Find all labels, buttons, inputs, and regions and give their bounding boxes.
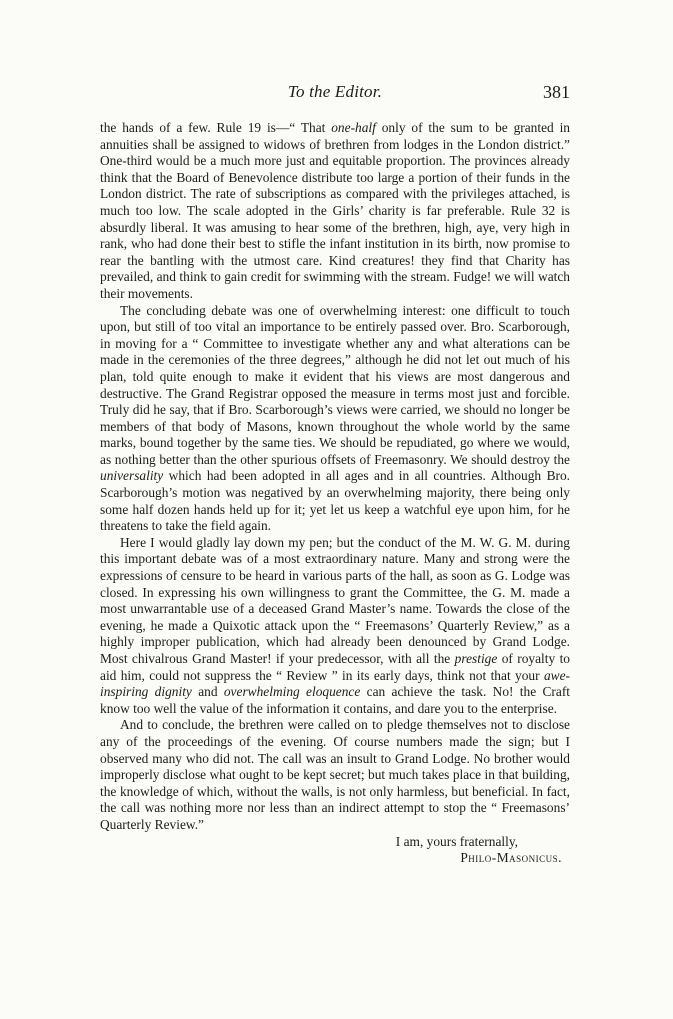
closing-salutation: I am, yours fraternally, (395, 833, 518, 849)
paragraph-3 (100, 535, 570, 718)
page-title: To the Editor. (287, 82, 383, 101)
letter-closing (100, 834, 570, 867)
paragraph-3-text-c: and (191, 684, 224, 700)
letter-body (100, 120, 570, 867)
paragraph-4: And to conclude, the brethren were called on to pledge themselves not to disclose any of the proceedings of the evening. Of course numbers made the sign; but I observed many who did not. The call was an insult to Grand Lodge. No brother would improperly disclose what ought to be kept secret; but much takes place in that building, the knowledge of which, without the walls, is not only harmless, but beneficial. In fact, the call was nothing more nor less than an indirect attempt to stop the “ Freemasons’ Quarterly Review.” (100, 717, 570, 832)
paragraph-2-text-b: which had been adopted in all ages and in all countries. Although Bro. Scarborough’s motion was negatived by an overwhelming majority, there being only some half dozen hands held up for it; yet let us keep a watchful eye upon him, for he threatens to take the field again. (100, 468, 570, 534)
emphasis-awe-inspiring: awe-inspiring dignity (100, 667, 570, 700)
page-number: 381 (543, 82, 570, 102)
paragraph-2-text-a: The concluding debate was one of overwhelming interest: one difficult to touch upon, but still of too vital an importance to be entirely passed over. Bro. Scarborough, in moving for a “ Committee to investigate whether any and what alterations can be made in the ceremonies of the three degrees,” although he did not let out much of his plan, told quite enough to make it evident that his views are most dangerous and destructive. The Grand Registrar opposed the measure in terms most just and forcible. Truly did he say, that if Bro. Scarborough’s views were carried, we should no longer be members of that body of Masons, known throughout the whole world by the same marks, bound together by the same ties. We should be repudiated, go where we would, as nothing better than the other spurious offsets of Freemasonry. We should destroy the (100, 302, 570, 467)
paragraph-1 (100, 120, 570, 303)
emphasis-eloquence: overwhelming eloquence (223, 684, 361, 700)
signature: Philo-Masonicus. (460, 850, 562, 866)
paragraph-2 (100, 303, 570, 535)
paragraph-3-text-d: can achieve the task. No! the Craft know too well the value of the information it contains, and dare you to the enterprise. (100, 684, 571, 716)
emphasis-one-half: one-half (331, 120, 376, 135)
running-head (100, 82, 570, 106)
paragraph-3-text-a: Here I would gladly lay down my pen; but the conduct of the M. W. G. M. during this important debate was of a most extraordinary nature. Many and strong were the expressions of censure to be heard in various parts of the hall, as soon as G. Lodge was closed. In expressing his own willingness to grant the Committee, the G. M. made a most unwarrantable use of a deceased Grand Master’s name. Towards the close of the evening, he made a Quixotic attack upon the “ Freemasons’ Quarterly Review,” as a highly improper publication, which had already been denounced by Grand Lodge. Most chivalrous Grand Master! if your predecessor, with all the (100, 534, 570, 666)
paragraph-3-text-b: of royalty to aid him, could not suppress the “ Review ” in its early days, think not that your (100, 651, 570, 683)
paragraph-1-text-a: the hands of a few. Rule 19 is—“ That (100, 120, 332, 135)
emphasis-universality: universality (100, 468, 164, 484)
paragraph-1-text-b: only of the sum to be granted in annuities shall be assigned to widows of brethren from lodges in the London district.” One-third would be a much more just and equitable proportion. The provinces already think that the Board of Benevolence distribute too large a portion of their funds in the London district. The rate of subscriptions as compared with the privileges attached, is much too low. The scale adopted in the Girls’ charity is far preferable. Rule 32 is absurdly liberal. It was amusing to hear some of the brethren, high, aye, very high in rank, who had done their best to stifle the infant institution in its birth, now promise to rear the bantling with the utmost care. Kind creatures! they find that Charity has prevailed, and think to gain credit for swimming with the stream. Fudge! we will watch their movements. (100, 120, 571, 301)
emphasis-prestige: prestige (454, 651, 498, 666)
